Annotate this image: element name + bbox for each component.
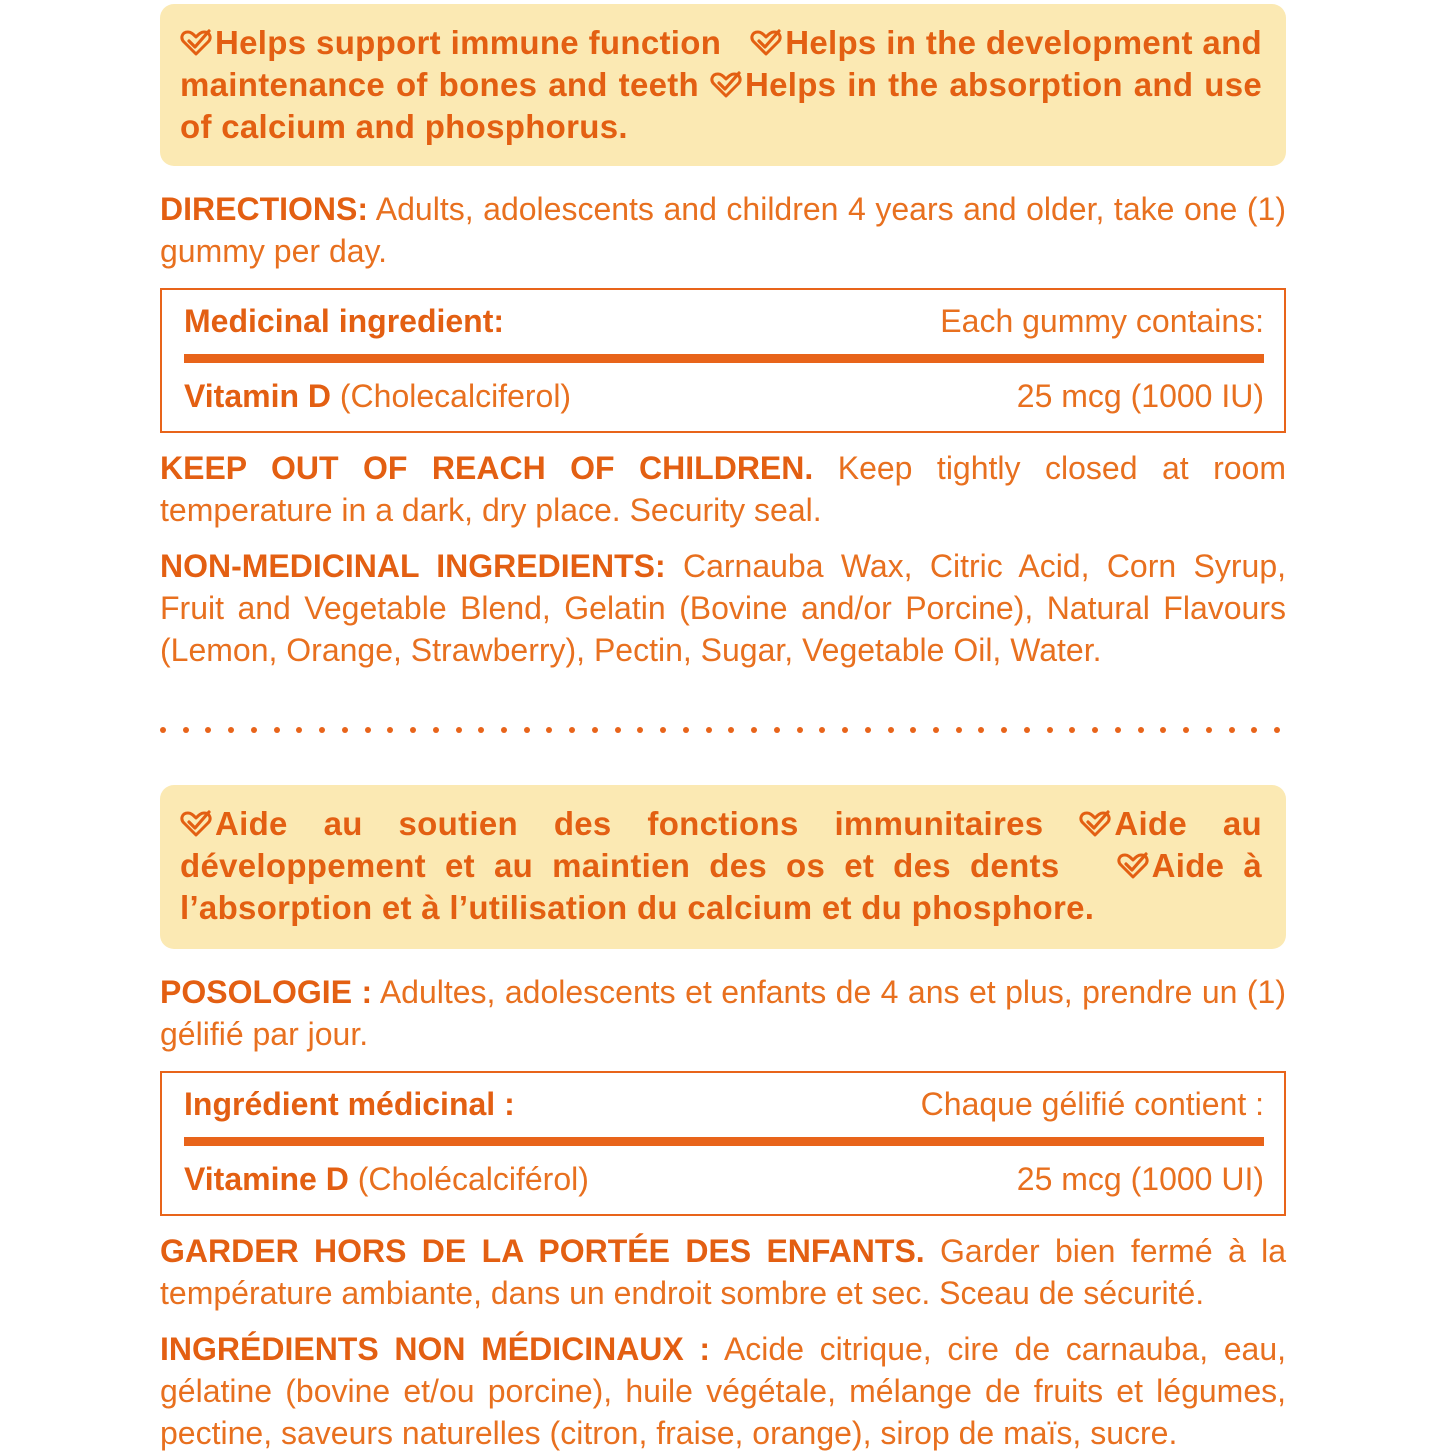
divider-dot (501, 727, 507, 733)
table-header-left: Medicinal ingredient: (184, 303, 505, 339)
divider-dot (615, 727, 621, 733)
dotted-divider (160, 727, 1280, 739)
divider-dot (956, 727, 962, 733)
directions-label: POSOLOGIE : (160, 974, 373, 1010)
divider-dot (183, 727, 189, 733)
divider-dot (751, 727, 757, 733)
divider-dot (296, 727, 302, 733)
table-header-row (184, 300, 1264, 342)
non-medicinal-french (160, 1328, 1286, 1454)
divider-dot (888, 727, 894, 733)
divider-dot (1024, 727, 1030, 733)
benefit-immune: Helps support immune function (215, 24, 722, 61)
divider-dot (274, 727, 280, 733)
directions-english (160, 188, 1286, 272)
ingredient-detail: (Cholecalciferol) (331, 378, 572, 414)
keep-label: KEEP OUT OF REACH OF CHILDREN. (160, 450, 814, 486)
divider-dot (706, 727, 712, 733)
divider-dot (205, 727, 211, 733)
divider-dot (546, 727, 552, 733)
check-heart-icon (1117, 852, 1149, 880)
divider-dot (1092, 727, 1098, 733)
divider-dot (933, 727, 939, 733)
benefit-bones-fr: Aide au développement et au maintien des os et des dents (180, 805, 1263, 884)
ingredient-cell (184, 1158, 589, 1200)
divider-dot (569, 727, 575, 733)
table-row (184, 1158, 1264, 1200)
check-heart-icon (180, 810, 212, 838)
keep-text: Keep tightly closed at room temperature in a dark, dry place. Security seal. (160, 450, 1287, 528)
directions-text: Adults, adolescents and children 4 years and older, take one (1) gummy per day. (160, 191, 1286, 269)
non-medicinal-label: NON-MEDICINAL INGREDIENTS: (160, 548, 666, 584)
divider-dot (410, 727, 416, 733)
check-heart-icon (710, 71, 742, 99)
divider-dot (592, 727, 598, 733)
table-divider (184, 1137, 1264, 1146)
divider-dot (251, 727, 257, 733)
label-content (160, 0, 1286, 1454)
divider-dot (1229, 727, 1235, 733)
benefit-absorption-fr: Aide à l’absorption et à l’utilisation du calcium et du phosphore. (180, 847, 1262, 926)
divider-dot (637, 727, 643, 733)
divider-dot (478, 727, 484, 733)
keep-label: GARDER HORS DE LA PORTÉE DES ENFANTS. (160, 1233, 925, 1269)
non-medicinal-label: INGRÉDIENTS NON MÉDICINAUX : (160, 1331, 711, 1367)
benefits-box-french (160, 785, 1286, 949)
divider-dot (842, 727, 848, 733)
divider-dot (1001, 727, 1007, 733)
divider-dot (228, 727, 234, 733)
table-header-row (184, 1083, 1264, 1125)
check-heart-icon (180, 29, 212, 57)
table-header-left: Ingrédient médicinal : (184, 1086, 515, 1122)
divider-dot (319, 727, 325, 733)
divider-dot (797, 727, 803, 733)
divider-dot (342, 727, 348, 733)
divider-dot (1160, 727, 1166, 733)
divider-dot (433, 727, 439, 733)
non-medicinal-english (160, 545, 1286, 671)
ingredient-detail: (Cholécalciférol) (348, 1161, 589, 1197)
benefit-immune-fr: Aide au soutien des fonctions immunitaires (215, 805, 1044, 842)
divider-dot (978, 727, 984, 733)
ingredient-amount: 25 mcg (1000 IU) (1016, 378, 1264, 414)
table-header-right: Chaque gélifié contient : (920, 1086, 1264, 1122)
divider-dot (456, 727, 462, 733)
divider-dot (910, 727, 916, 733)
benefits-box-english (160, 4, 1286, 166)
ingredient-name: Vitamine D (184, 1161, 349, 1197)
divider-dot (1047, 727, 1053, 733)
divider-dot (1069, 727, 1075, 733)
benefit-absorption: Helps in the absorption and use of calcium and phosphorus. (180, 66, 1263, 145)
check-heart-icon (750, 29, 782, 57)
divider-dot (1274, 727, 1280, 733)
divider-dot (524, 727, 530, 733)
keep-text: Garder bien fermé à la température ambiante, dans un endroit sombre et sec. Sceau de sécurité. (160, 1233, 1287, 1311)
table-header-right: Each gummy contains: (940, 303, 1264, 339)
keep-away-english (160, 447, 1286, 531)
ingredient-amount: 25 mcg (1000 UI) (1016, 1161, 1264, 1197)
divider-dot (1138, 727, 1144, 733)
non-medicinal-text: Carnauba Wax, Citric Acid, Corn Syrup, Fruit and Vegetable Blend, Gelatin (Bovine and/or Porcine), Natural Flavours (Lemon, Orange, Strawberry), Pectin, Sugar, Vegetable Oil, Water. (160, 548, 1287, 668)
divider-dot (365, 727, 371, 733)
benefit-bones: Helps in the development and maintenance of bones and teeth (180, 24, 1262, 103)
divider-dot (1206, 727, 1212, 733)
directions-label: DIRECTIONS: (160, 191, 368, 227)
directions-text: Adultes, adolescents et enfants de 4 ans et plus, prendre un (1) gélifié par jour. (160, 974, 1287, 1052)
divider-dot (865, 727, 871, 733)
divider-dot (660, 727, 666, 733)
divider-dot (1251, 727, 1257, 733)
divider-dot (683, 727, 689, 733)
divider-dot (160, 727, 166, 733)
keep-away-french (160, 1230, 1286, 1314)
ingredient-table-french (160, 1071, 1286, 1216)
divider-dot (728, 727, 734, 733)
divider-dot (387, 727, 393, 733)
divider-dot (819, 727, 825, 733)
ingredient-table-english (160, 288, 1286, 433)
check-heart-icon (1079, 810, 1111, 838)
ingredient-name: Vitamin D (184, 378, 331, 414)
directions-french (160, 971, 1286, 1055)
table-row (184, 375, 1264, 417)
non-medicinal-text: Acide citrique, cire de carnauba, eau, gélatine (bovine et/ou porcine), huile végétale, mélange de fruits et légumes, pectine, saveurs naturelles (citron, fraise, orange), sirop de maïs, sucre. (160, 1331, 1287, 1451)
divider-dot (1183, 727, 1189, 733)
divider-dot (774, 727, 780, 733)
ingredient-cell (184, 375, 571, 417)
french-section (160, 785, 1286, 1454)
table-divider (184, 354, 1264, 363)
divider-dot (1115, 727, 1121, 733)
